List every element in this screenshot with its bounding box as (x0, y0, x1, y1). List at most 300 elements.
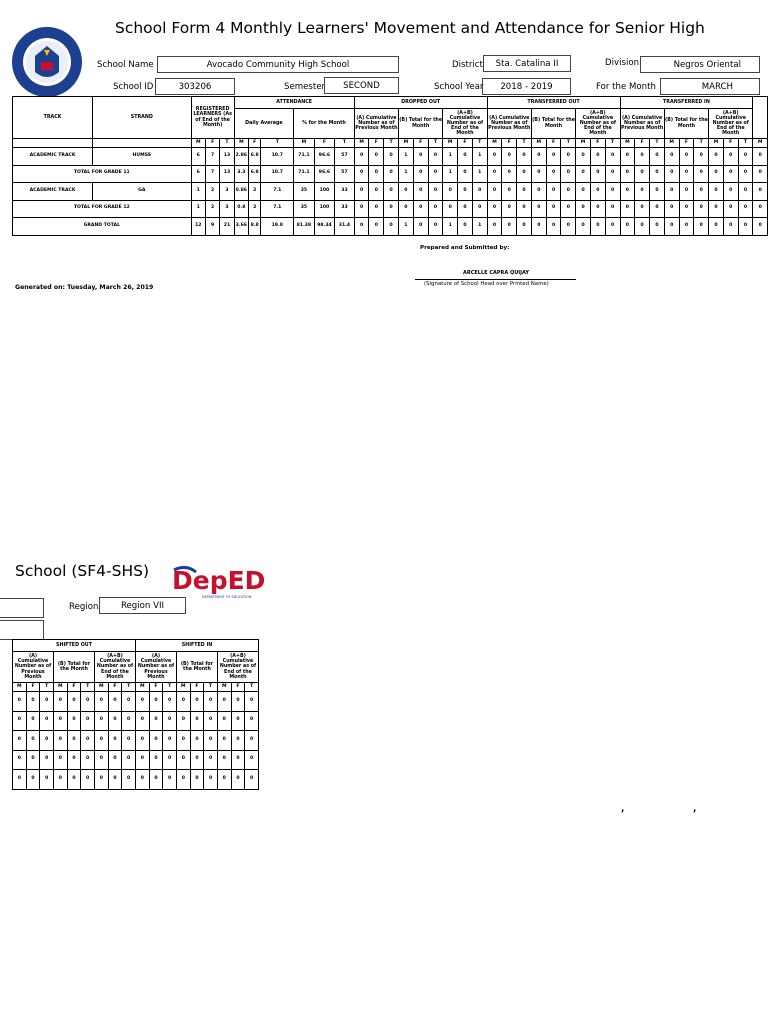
table-row (13, 148, 768, 166)
cell-transferred-out: 0 (531, 200, 546, 218)
mft-header: M (443, 139, 458, 148)
cell-shift: 0 (231, 692, 245, 712)
cell-shift: 0 (26, 731, 40, 751)
cell-transferred-out: 0 (531, 165, 546, 183)
cell-shift: 0 (122, 731, 136, 751)
cell-cut-off: 0 (753, 183, 768, 201)
mft-header: F (67, 683, 81, 692)
cell-dropped-out: 0 (428, 148, 443, 166)
cell-dropped-out: 1 (443, 165, 458, 183)
cell-transferred-in: 0 (738, 148, 753, 166)
col-transferred-out: TRANSFERRED OUT (487, 97, 620, 109)
cell-shift: 0 (217, 750, 231, 770)
cell-transferred-in: 0 (738, 165, 753, 183)
cell-registered: 12 (191, 218, 205, 236)
signatory-name: ARCELLE CAPRA QUIJAY (463, 270, 530, 276)
semester-label: Semester (284, 82, 326, 92)
cell-dropped-out: 1 (472, 148, 487, 166)
cell-transferred-out: 0 (576, 218, 591, 236)
cell-percent-month: 71.1 (294, 148, 315, 166)
school-id-label: School ID (113, 82, 154, 92)
cell-transferred-in: 0 (679, 165, 694, 183)
cell-dropped-out: 0 (384, 148, 399, 166)
cell-shift: 0 (149, 770, 163, 790)
cell-shift: 0 (67, 711, 81, 731)
sub-total-month: (B) Total for the Month (399, 109, 443, 139)
cell-shift: 0 (163, 711, 177, 731)
mft-header: F (413, 139, 428, 148)
region-field: Region VII (99, 597, 186, 614)
cell-registered: 1 (191, 200, 205, 218)
mft-header: M (709, 139, 724, 148)
cell-transferred-out: 0 (605, 148, 620, 166)
cell-shift: 0 (81, 731, 95, 751)
cell-shift: 0 (149, 731, 163, 751)
cell-shift: 0 (122, 711, 136, 731)
cell-transferred-in: 0 (650, 148, 665, 166)
cell-shift: 0 (108, 711, 122, 731)
mft-header: T (81, 683, 95, 692)
cell-transferred-in: 0 (635, 200, 650, 218)
cell-transferred-out: 0 (561, 218, 576, 236)
cell-dropped-out: 0 (458, 148, 473, 166)
cell-shift: 0 (176, 750, 190, 770)
cell-shift: 0 (149, 692, 163, 712)
cell-transferred-in: 0 (694, 218, 709, 236)
row-total-label: TOTAL FOR GRADE 11 (13, 165, 192, 183)
cell-transferred-in: 0 (650, 183, 665, 201)
mft-header: F (458, 139, 473, 148)
cell-daily-average: 2.86 (234, 148, 248, 166)
cell-transferred-out: 0 (517, 183, 532, 201)
cell-shift: 0 (149, 711, 163, 731)
cell-percent-month: 71.1 (294, 165, 315, 183)
cell-cut-off: 0 (753, 218, 768, 236)
sub-total-month: (B) Total for the Month (531, 109, 575, 139)
cell-shift: 0 (108, 770, 122, 790)
cell-dropped-out: 1 (472, 218, 487, 236)
cell-shift: 0 (67, 692, 81, 712)
cell-shift: 0 (40, 711, 54, 731)
cell-dropped-out: 0 (384, 200, 399, 218)
cell-registered: 2 (205, 183, 219, 201)
cell-shift: 0 (163, 692, 177, 712)
cell-dropped-out: 0 (399, 183, 414, 201)
col-registered: REGISTERED LEARNERS (As of End of the Month) (191, 97, 234, 139)
cell-shift: 0 (204, 711, 218, 731)
col-cut-off (753, 97, 768, 139)
sub-cumulative-end: (A+B) Cumulative Number as of End of the Month (443, 109, 487, 139)
cell-percent-month: 33 (335, 200, 355, 218)
mft-header: F (369, 139, 384, 148)
cell-transferred-out: 0 (576, 200, 591, 218)
cell-shift: 0 (231, 750, 245, 770)
cell-shift: 0 (135, 731, 149, 751)
cell-shift: 0 (163, 750, 177, 770)
cell-shift: 0 (94, 692, 108, 712)
cell-transferred-in: 0 (635, 183, 650, 201)
signature-line (415, 279, 576, 280)
mft-header: T (605, 139, 620, 148)
cell-dropped-out: 0 (472, 183, 487, 201)
cell-percent-month: 98.34 (314, 218, 335, 236)
cell-shift: 0 (190, 692, 204, 712)
cell-shift: 0 (108, 692, 122, 712)
mft-header: T (335, 139, 355, 148)
attendance-table (12, 96, 768, 236)
cell-shift: 0 (81, 692, 95, 712)
cell-transferred-out: 0 (487, 148, 502, 166)
cell-daily-average: 2 (249, 200, 261, 218)
cell-track: ACADEMIC TRACK (13, 183, 93, 201)
cell-shift: 0 (245, 692, 259, 712)
cell-shift: 0 (245, 731, 259, 751)
cell-dropped-out: 0 (354, 165, 369, 183)
mft-header: T (561, 139, 576, 148)
cell-shift: 0 (67, 731, 81, 751)
cell-dropped-out: 1 (399, 218, 414, 236)
cell-transferred-in: 0 (738, 183, 753, 201)
cell-shift: 0 (40, 750, 54, 770)
table-row (13, 183, 768, 201)
sub-cumulative-end: (A+B) Cumulative Number as of End of the Month (217, 652, 258, 683)
district-label: District (452, 60, 483, 70)
cell-transferred-in: 0 (694, 165, 709, 183)
mft-header: F (205, 139, 219, 148)
district-field: Sta. Catalina II (483, 55, 571, 72)
col-attendance: ATTENDANCE (234, 97, 354, 109)
cell-transferred-in: 0 (635, 165, 650, 183)
cell-percent-month: 100 (314, 200, 335, 218)
cell-percent-month: 96.6 (314, 148, 335, 166)
cell-registered: 1 (191, 183, 205, 201)
cell-shift: 0 (231, 711, 245, 731)
cell-transferred-out: 0 (546, 165, 561, 183)
division-field: Negros Oriental (640, 56, 760, 73)
cell-percent-month: 81.38 (294, 218, 315, 236)
blank-cell (13, 139, 93, 148)
cell-daily-average: 0.8 (234, 200, 248, 218)
cell-shift: 0 (54, 731, 68, 751)
cell-shift: 0 (190, 711, 204, 731)
mft-header: T (384, 139, 399, 148)
row-total-label: TOTAL FOR GRADE 12 (13, 200, 192, 218)
cell-shift: 0 (13, 770, 27, 790)
cell-shift: 0 (26, 770, 40, 790)
mft-header: M (191, 139, 205, 148)
sub-cumulative-end: (A+B) Cumulative Number as of End of the Month (94, 652, 135, 683)
cell-transferred-in: 0 (650, 218, 665, 236)
cell-transferred-in: 0 (709, 183, 724, 201)
mft-header: F (149, 683, 163, 692)
cell-shift: 0 (54, 692, 68, 712)
cell-transferred-out: 0 (517, 148, 532, 166)
cell-daily-average: 6.8 (249, 148, 261, 166)
cell-shift: 0 (81, 770, 95, 790)
cell-registered: 7 (205, 165, 219, 183)
cell-shift: 0 (245, 750, 259, 770)
cell-transferred-out: 0 (576, 165, 591, 183)
mft-header: M (217, 683, 231, 692)
cell-percent-month: 57 (335, 165, 355, 183)
cell-percent-month: 33 (335, 183, 355, 201)
cell-dropped-out: 0 (369, 200, 384, 218)
cell-transferred-out: 0 (590, 165, 605, 183)
col-daily-average: Daily Average (234, 109, 294, 139)
cell-shift: 0 (204, 731, 218, 751)
cell-shift: 0 (81, 750, 95, 770)
school-year-field: 2018 - 2019 (482, 78, 571, 95)
cell-daily-average: 8.8 (249, 218, 261, 236)
cell-transferred-out: 0 (531, 148, 546, 166)
cell-registered: 13 (220, 148, 234, 166)
mft-header: M (234, 139, 248, 148)
month-label: For the Month (596, 82, 656, 92)
stray-mark: , (621, 804, 625, 814)
cell-dropped-out: 0 (369, 165, 384, 183)
mft-header: T (428, 139, 443, 148)
cell-transferred-out: 0 (502, 183, 517, 201)
cell-shift: 0 (217, 770, 231, 790)
mft-header: M (664, 139, 679, 148)
cell-transferred-in: 0 (664, 148, 679, 166)
cell-transferred-out: 0 (576, 183, 591, 201)
cell-shift: 0 (13, 750, 27, 770)
mft-header: T (40, 683, 54, 692)
cell-registered: 7 (205, 148, 219, 166)
blank-cell (93, 139, 192, 148)
table-row (13, 731, 259, 751)
cell-shift: 0 (67, 770, 81, 790)
cell-shift: 0 (176, 692, 190, 712)
cell-transferred-out: 0 (561, 148, 576, 166)
cell-transferred-in: 0 (664, 165, 679, 183)
cell-transferred-in: 0 (679, 200, 694, 218)
mft-header: M (294, 139, 315, 148)
deped-logo-subtitle: DEPARTMENT OF EDUCATION (202, 595, 252, 599)
cell-shift: 0 (231, 731, 245, 751)
cell-dropped-out: 0 (384, 183, 399, 201)
cell-shift: 0 (135, 692, 149, 712)
cell-shift: 0 (13, 692, 27, 712)
cell-percent-month: 57 (335, 148, 355, 166)
deped-logo (172, 562, 266, 600)
cell-transferred-in: 0 (679, 183, 694, 201)
sub-cumulative-prev: (A) Cumulative Number as of Previous Month (354, 109, 398, 139)
cell-shift: 0 (217, 711, 231, 731)
cell-shift: 0 (217, 731, 231, 751)
cell-transferred-out: 0 (561, 200, 576, 218)
cell-shift: 0 (26, 711, 40, 731)
cell-daily-average: 0.86 (234, 183, 248, 201)
cell-transferred-out: 0 (576, 148, 591, 166)
cell-transferred-in: 0 (679, 218, 694, 236)
mft-header: M (399, 139, 414, 148)
cell-transferred-out: 0 (605, 218, 620, 236)
cell-transferred-in: 0 (620, 183, 635, 201)
cell-dropped-out: 1 (399, 165, 414, 183)
table-row (13, 165, 768, 183)
cell-transferred-in: 0 (709, 218, 724, 236)
cell-dropped-out: 0 (413, 200, 428, 218)
cut-off-field (0, 598, 44, 618)
shift-table (12, 639, 259, 790)
mft-header: F (502, 139, 517, 148)
cell-dropped-out: 1 (443, 218, 458, 236)
cell-daily-average: 6.8 (249, 165, 261, 183)
cell-transferred-out: 0 (487, 165, 502, 183)
cell-dropped-out: 1 (399, 148, 414, 166)
school-id-field: 303206 (155, 78, 235, 95)
generated-on: Generated on: Tuesday, March 26, 2019 (15, 284, 154, 291)
cell-shift: 0 (54, 711, 68, 731)
cell-shift: 0 (176, 711, 190, 731)
sub-cumulative-prev: (A) Cumulative Number as of Previous Month (13, 652, 54, 683)
mft-header: T (517, 139, 532, 148)
cell-shift: 0 (245, 770, 259, 790)
school-name-field: Avocado Community High School (157, 56, 399, 73)
cell-shift: 0 (135, 770, 149, 790)
deped-logo-text: DepED (172, 566, 266, 595)
cell-shift: 0 (40, 731, 54, 751)
cell-transferred-out: 0 (517, 218, 532, 236)
cell-dropped-out: 0 (443, 183, 458, 201)
sub-cumulative-prev: (A) Cumulative Number as of Previous Month (620, 109, 664, 139)
cell-transferred-out: 0 (561, 183, 576, 201)
cell-dropped-out: 0 (458, 165, 473, 183)
mft-header: F (231, 683, 245, 692)
cell-transferred-in: 0 (738, 218, 753, 236)
mft-header: T (245, 683, 259, 692)
cell-shift: 0 (108, 731, 122, 751)
cell-transferred-in: 0 (635, 218, 650, 236)
cell-dropped-out: 0 (472, 200, 487, 218)
cell-shift: 0 (94, 731, 108, 751)
sub-total-month: (B) Total for the Month (176, 652, 217, 683)
cell-strand: HUMSS (93, 148, 192, 166)
mft-header: F (249, 139, 261, 148)
sub-total-month: (B) Total for the Month (54, 652, 95, 683)
cell-percent-month: 100 (314, 183, 335, 201)
mft-header: M (176, 683, 190, 692)
cell-transferred-out: 0 (546, 183, 561, 201)
form-title: School Form 4 Monthly Learners' Movement and Attendance for Senior High (115, 19, 705, 37)
cell-dropped-out: 0 (428, 165, 443, 183)
mft-header: M (753, 139, 768, 148)
cell-transferred-in: 0 (635, 148, 650, 166)
cell-shift: 0 (94, 770, 108, 790)
cell-dropped-out: 0 (354, 183, 369, 201)
cell-transferred-in: 0 (620, 200, 635, 218)
cell-transferred-out: 0 (590, 200, 605, 218)
cell-transferred-out: 0 (531, 183, 546, 201)
cell-shift: 0 (26, 692, 40, 712)
col-shifted-in: SHIFTED IN (135, 640, 258, 652)
cell-transferred-in: 0 (723, 165, 738, 183)
mft-header: M (13, 683, 27, 692)
cell-dropped-out: 0 (413, 148, 428, 166)
cell-dropped-out: 0 (458, 183, 473, 201)
cell-registered: 13 (220, 165, 234, 183)
cell-transferred-in: 0 (709, 165, 724, 183)
cell-registered: 3 (220, 183, 234, 201)
mft-header: F (190, 683, 204, 692)
cell-transferred-out: 0 (546, 218, 561, 236)
cell-transferred-in: 0 (620, 148, 635, 166)
cell-transferred-in: 0 (709, 148, 724, 166)
cell-dropped-out: 1 (472, 165, 487, 183)
cell-transferred-in: 0 (679, 148, 694, 166)
mft-header: T (163, 683, 177, 692)
cell-shift: 0 (190, 770, 204, 790)
cell-transferred-out: 0 (531, 218, 546, 236)
cell-transferred-in: 0 (650, 165, 665, 183)
mft-header: M (531, 139, 546, 148)
cell-percent-month: 35 (294, 200, 315, 218)
table-row (13, 200, 768, 218)
cell-dropped-out: 0 (384, 218, 399, 236)
cell-daily-average: 10.7 (261, 148, 294, 166)
cell-shift: 0 (40, 692, 54, 712)
cell-transferred-in: 0 (664, 200, 679, 218)
mft-header: T (650, 139, 665, 148)
deped-seal-logo (11, 26, 83, 98)
cell-shift: 0 (122, 750, 136, 770)
cell-daily-average: 7.1 (261, 200, 294, 218)
cell-shift: 0 (108, 750, 122, 770)
division-label: Division (605, 58, 640, 68)
cell-transferred-out: 0 (502, 165, 517, 183)
cell-transferred-in: 0 (723, 148, 738, 166)
cell-shift: 0 (13, 711, 27, 731)
cell-transferred-in: 0 (738, 200, 753, 218)
cell-shift: 0 (54, 750, 68, 770)
col-track: TRACK (13, 97, 93, 139)
cell-transferred-out: 0 (487, 200, 502, 218)
table-row (13, 770, 259, 790)
cell-registered: 9 (205, 218, 219, 236)
cell-transferred-in: 0 (694, 200, 709, 218)
cell-transferred-in: 0 (723, 218, 738, 236)
cell-percent-month: 96.6 (314, 165, 335, 183)
mft-header: T (122, 683, 136, 692)
sub-cumulative-prev: (A) Cumulative Number as of Previous Month (135, 652, 176, 683)
mft-header: M (94, 683, 108, 692)
cell-shift: 0 (217, 692, 231, 712)
cell-transferred-in: 0 (709, 200, 724, 218)
cell-cut-off: 0 (753, 165, 768, 183)
cell-shift: 0 (122, 692, 136, 712)
cell-transferred-out: 0 (590, 218, 605, 236)
mft-header: F (108, 683, 122, 692)
cell-cut-off: 0 (753, 200, 768, 218)
cell-shift: 0 (81, 711, 95, 731)
cell-dropped-out: 0 (354, 218, 369, 236)
mft-header: F (590, 139, 605, 148)
sub-cumulative-end: (A+B) Cumulative Number as of End of the Month (709, 109, 753, 139)
cell-shift: 0 (190, 731, 204, 751)
cell-transferred-out: 0 (590, 183, 605, 201)
cell-shift: 0 (13, 731, 27, 751)
cell-transferred-out: 0 (487, 183, 502, 201)
mft-header: F (635, 139, 650, 148)
cell-transferred-out: 0 (502, 218, 517, 236)
cell-shift: 0 (149, 750, 163, 770)
mft-header: M (354, 139, 369, 148)
cell-daily-average: 2 (249, 183, 261, 201)
cell-dropped-out: 0 (399, 200, 414, 218)
cell-transferred-out: 0 (487, 218, 502, 236)
